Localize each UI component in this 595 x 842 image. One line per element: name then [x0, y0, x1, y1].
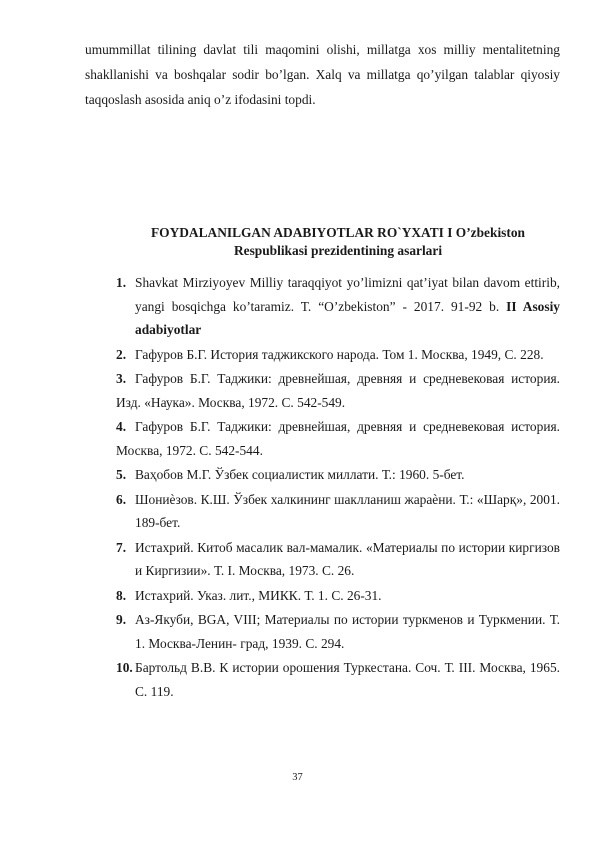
reference-item-1: [116, 271, 560, 342]
reference-item-8: [116, 584, 560, 608]
reference-text: Ваҳобов М.Г. Ўзбек социалистик миллати. Т.: 1960. 5-бет.: [135, 467, 465, 482]
reference-number: 8.: [116, 587, 127, 603]
reference-number: 6.: [116, 491, 127, 507]
reference-item-5: [116, 463, 560, 487]
reference-number: 3.: [116, 371, 127, 386]
heading-line-1: FOYDALANILGAN ADABIYOTLAR RO`YXATI I O’zbekiston: [151, 225, 525, 240]
intro-paragraph: umummillat tilining davlat tili maqomini olishi, millatga xos milliy mentalitetning shakllanishi va boshqalar sodir bo’lgan. Xalq va millatga qo’yilgan talablar qiyosiy taqqoslash asosida aniq o’z ifodasini topdi.: [85, 42, 560, 107]
reference-item-9: [116, 608, 560, 655]
reference-text-body: Shavkat Mirziyoyev Milliy taraqqiyot yo’limizni qat’iyat bilan davom ettirib, yangi bosqichga ko’taramiz. T. “O’zbekiston” - 2017. 91-92 b.: [135, 275, 560, 314]
reference-text: Гафуров Б.Г. Таджики: древнейшая, древняя и средневековая история. Изд. «Наука». Москва, 1972. С. 542-549.: [116, 371, 560, 410]
reference-item-2: [116, 343, 560, 367]
reference-number: 4.: [116, 419, 127, 434]
reference-list: [116, 271, 560, 703]
reference-number: 1.: [116, 275, 127, 290]
subsection-title: II Asosiy adabiyotlar: [135, 298, 561, 337]
page-number: 37: [292, 772, 303, 783]
reference-text: [135, 271, 560, 342]
heading-line-2: Respublikasi prezidentining asarlari: [233, 243, 443, 258]
reference-text: Истахрий. Китоб масалик вал-мамалик. «Материалы по истории киргизов и Киргизии». Т. I. Москва, 1973. С. 26.: [135, 539, 560, 578]
reference-text: Гафуров Б.Г. История таджикского народа. Том 1. Москва, 1949, С. 228.: [135, 346, 544, 362]
reference-number: 10.: [116, 660, 133, 675]
reference-text: Гафуров Б.Г. Таджики: древнейшая, древняя и средневековая история. Москва, 1972. С. 542-544.: [116, 419, 560, 458]
reference-number: 2.: [116, 346, 127, 362]
reference-text: Шониѐзов. К.Ш. Ўзбек халкининг шаклланиш жараѐни. Т.: «Шарқ», 2001. 189-бет.: [135, 491, 560, 530]
reference-item-7: [116, 536, 560, 583]
reference-item-3: [116, 367, 560, 414]
reference-item-4: [116, 415, 560, 462]
reference-item-10: [116, 656, 560, 703]
reference-text: Аз-Якуби, BGA, VIII; Материалы по истории туркменов и Туркмении. Т. 1. Москва-Ленин- град, 1939. С. 294.: [135, 612, 560, 651]
references-heading: [116, 224, 560, 260]
reference-number: 9.: [116, 612, 127, 627]
reference-text: Истахрий. Указ. лит., МИКК. Т. 1. С. 26-31.: [135, 587, 382, 603]
reference-text: Бартольд В.В. К истории орошения Туркестана. Соч. Т. III. Москва, 1965. С. 119.: [135, 660, 560, 699]
reference-number: 5.: [116, 467, 127, 482]
reference-number: 7.: [116, 539, 127, 555]
reference-item-6: [116, 488, 560, 535]
